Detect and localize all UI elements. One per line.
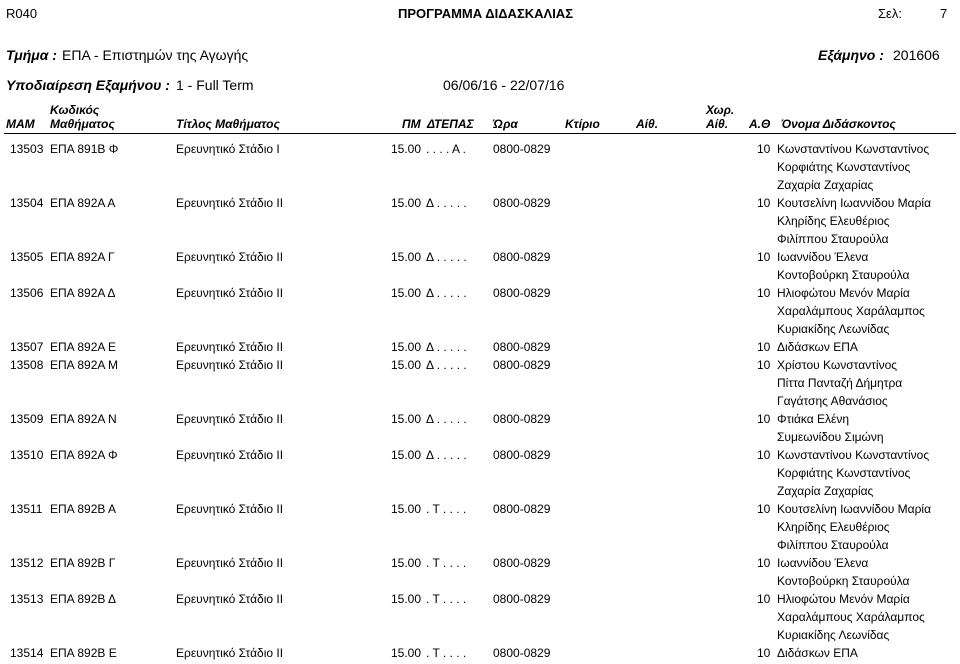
mam-cell: 13506 — [10, 286, 44, 300]
instructor-name: Κουτσελίνη Ιωαννίδου Μαρία — [777, 502, 932, 516]
instructor-name: Συμεωνίδου Σιμώνη — [777, 430, 884, 444]
time-cell: 0800-0829 — [493, 196, 551, 210]
instructor-name: Κοντοβούρκη Σταυρούλα — [777, 268, 910, 282]
mam-cell: 13513 — [10, 592, 44, 606]
course-code-cell: ΕΠΑ 892Α Δ — [50, 286, 116, 300]
page-label: Σελ: — [878, 6, 902, 21]
instructor-name: Φιλίππου Σταυρούλα — [777, 232, 889, 246]
at-cell: 10 — [757, 646, 771, 660]
pm-cell: 15.00 — [391, 250, 422, 264]
pm-cell: 15.00 — [391, 340, 422, 354]
semester-value: 201606 — [893, 47, 940, 63]
days-cell: . Τ . . . . — [426, 592, 467, 606]
course-title-cell: Ερευνητικό Στάδιο ΙΙ — [176, 358, 284, 372]
report-title: ΠΡΟΓΡΑΜΜΑ ΔΙΔΑΣΚΑΛΙΑΣ — [398, 6, 573, 21]
pm-cell: 15.00 — [391, 646, 422, 660]
days-cell: Δ . . . . . — [426, 358, 467, 372]
pm-cell: 15.00 — [391, 448, 422, 462]
date-range: 06/06/16 - 22/07/16 — [443, 77, 565, 93]
col-at: Α.Θ — [749, 117, 771, 131]
at-cell: 10 — [757, 412, 771, 426]
course-title-cell: Ερευνητικό Στάδιο ΙΙ — [176, 502, 284, 516]
col-capacity-line1: Χωρ. — [706, 103, 735, 117]
mam-cell: 13507 — [10, 340, 44, 354]
instructor-name: Ηλιοφώτου Μενόν Μαρία — [777, 592, 910, 606]
days-cell: Δ . . . . . — [426, 448, 467, 462]
instructor-name: Φιλίππου Σταυρούλα — [777, 538, 889, 552]
at-cell: 10 — [757, 592, 771, 606]
time-cell: 0800-0829 — [493, 250, 551, 264]
time-cell: 0800-0829 — [493, 412, 551, 426]
course-title-cell: Ερευνητικό Στάδιο ΙΙ — [176, 196, 284, 210]
course-title-cell: Ερευνητικό Στάδιο ΙΙ — [176, 592, 284, 606]
instructor-name: Φτιάκα Ελένη — [777, 412, 850, 426]
course-title-cell: Ερευνητικό Στάδιο ΙΙ — [176, 250, 284, 264]
col-capacity-line2: Αίθ. — [706, 117, 729, 131]
mam-cell: 13505 — [10, 250, 44, 264]
instructor-name: Διδάσκων ΕΠΑ — [777, 646, 858, 660]
subdivision-label: Υποδιαίρεση Εξαμήνου : — [6, 77, 170, 93]
instructor-name: Κληρίδης Ελευθέριος — [777, 520, 890, 534]
days-cell: Δ . . . . . — [426, 412, 467, 426]
mam-cell: 13514 — [10, 646, 44, 660]
mam-cell: 13510 — [10, 448, 44, 462]
at-cell: 10 — [757, 196, 771, 210]
instructor-name: Κυριακίδης Λεωνίδας — [777, 322, 890, 336]
col-days: ΔΤΕΠΑΣ — [427, 117, 474, 131]
course-code-cell: ΕΠΑ 891Β Φ — [50, 142, 119, 156]
instructor-name: Ηλιοφώτου Μενόν Μαρία — [777, 286, 910, 300]
instructor-name: Κορφιάτης Κωνσταντίνος — [777, 160, 911, 174]
time-cell: 0800-0829 — [493, 340, 551, 354]
col-code-line2: Μαθήματος — [50, 117, 115, 131]
pm-cell: 15.00 — [391, 286, 422, 300]
course-code-cell: ΕΠΑ 892Β Ε — [50, 646, 117, 660]
subdivision-value: 1 - Full Term — [176, 77, 254, 93]
instructor-name: Κληρίδης Ελευθέριος — [777, 214, 890, 228]
course-code-cell: ΕΠΑ 892Α Γ — [50, 250, 115, 264]
instructor-name: Γαγάτσης Αθανάσιος — [777, 394, 888, 408]
course-title-cell: Ερευνητικό Στάδιο ΙΙ — [176, 646, 284, 660]
time-cell: 0800-0829 — [493, 646, 551, 660]
instructor-name: Χαραλάμπους Χαράλαμπος — [777, 610, 925, 624]
mam-cell: 13503 — [10, 142, 44, 156]
mam-cell: 13508 — [10, 358, 44, 372]
at-cell: 10 — [757, 286, 771, 300]
col-pm: ΠΜ — [402, 117, 421, 131]
course-code-cell: ΕΠΑ 892Α Ν — [50, 412, 117, 426]
instructor-name: Κορφιάτης Κωνσταντίνος — [777, 466, 911, 480]
instructor-name: Πίττα Πανταζή Δήμητρα — [777, 376, 903, 390]
col-title: Τίτλος Μαθήματος — [176, 117, 280, 131]
pm-cell: 15.00 — [391, 592, 422, 606]
course-code-cell: ΕΠΑ 892Β Γ — [50, 556, 116, 570]
page-number: 7 — [940, 6, 948, 21]
instructor-name: Ζαχαρία Ζαχαρίας — [777, 178, 874, 192]
instructor-name: Κοντοβούρκη Σταυρούλα — [777, 574, 910, 588]
course-title-cell: Ερευνητικό Στάδιο ΙΙ — [176, 448, 284, 462]
at-cell: 10 — [757, 340, 771, 354]
instructor-name: Κουτσελίνη Ιωαννίδου Μαρία — [777, 196, 932, 210]
days-cell: . Τ . . . . — [426, 646, 467, 660]
col-code-line1: Κωδικός — [50, 103, 100, 117]
time-cell: 0800-0829 — [493, 556, 551, 570]
course-code-cell: ΕΠΑ 892Β Α — [50, 502, 117, 516]
course-title-cell: Ερευνητικό Στάδιο ΙΙ — [176, 286, 284, 300]
instructor-name: Κωνσταντίνου Κωνσταντίνος — [777, 448, 930, 462]
col-instructor: Όνομα Διδάσκοντος — [781, 117, 896, 131]
time-cell: 0800-0829 — [493, 592, 551, 606]
course-title-cell: Ερευνητικό Στάδιο ΙΙ — [176, 412, 284, 426]
mam-cell: 13509 — [10, 412, 44, 426]
semester-label: Εξάμηνο : — [818, 47, 884, 63]
instructor-name: Χαραλάμπους Χαράλαμπος — [777, 304, 925, 318]
instructor-name: Διδάσκων ΕΠΑ — [777, 340, 858, 354]
at-cell: 10 — [757, 142, 771, 156]
at-cell: 10 — [757, 556, 771, 570]
at-cell: 10 — [757, 358, 771, 372]
days-cell: Δ . . . . . — [426, 196, 467, 210]
at-cell: 10 — [757, 502, 771, 516]
instructor-name: Κυριακίδης Λεωνίδας — [777, 628, 890, 642]
time-cell: 0800-0829 — [493, 448, 551, 462]
days-cell: . . . . Α . — [426, 142, 467, 156]
instructor-name: Χρίστου Κωνσταντίνος — [777, 358, 898, 372]
header-divider — [4, 133, 956, 134]
col-building: Κτίριο — [565, 117, 600, 131]
instructor-name: Ιωαννίδου Έλενα — [777, 250, 869, 264]
course-code-cell: ΕΠΑ 892Β Δ — [50, 592, 117, 606]
time-cell: 0800-0829 — [493, 502, 551, 516]
mam-cell: 13511 — [10, 502, 43, 516]
mam-cell: 13504 — [10, 196, 44, 210]
course-code-cell: ΕΠΑ 892Α Ε — [50, 340, 117, 354]
instructor-name: Κωνσταντίνου Κωνσταντίνος — [777, 142, 930, 156]
course-title-cell: Ερευνητικό Στάδιο ΙΙ — [176, 340, 284, 354]
pm-cell: 15.00 — [391, 358, 422, 372]
days-cell: Δ . . . . . — [426, 340, 467, 354]
course-code-cell: ΕΠΑ 892Α Μ — [50, 358, 119, 372]
col-time: Ώρα — [493, 117, 518, 131]
instructor-name: Ζαχαρία Ζαχαρίας — [777, 484, 874, 498]
pm-cell: 15.00 — [391, 502, 422, 516]
mam-cell: 13512 — [10, 556, 44, 570]
pm-cell: 15.00 — [391, 196, 422, 210]
at-cell: 10 — [757, 250, 771, 264]
time-cell: 0800-0829 — [493, 358, 551, 372]
days-cell: Δ . . . . . — [426, 286, 467, 300]
pm-cell: 15.00 — [391, 142, 422, 156]
pm-cell: 15.00 — [391, 412, 422, 426]
course-code-cell: ΕΠΑ 892Α Φ — [50, 448, 118, 462]
time-cell: 0800-0829 — [493, 142, 551, 156]
department-label: Τμήμα : — [6, 47, 57, 63]
days-cell: Δ . . . . . — [426, 250, 467, 264]
time-cell: 0800-0829 — [493, 286, 551, 300]
days-cell: . Τ . . . . — [426, 556, 467, 570]
at-cell: 10 — [757, 448, 771, 462]
course-title-cell: Ερευνητικό Στάδιο ΙΙ — [176, 556, 284, 570]
department-value: ΕΠΑ - Επιστημών της Αγωγής — [62, 47, 249, 63]
report-code: R040 — [6, 6, 38, 21]
course-title-cell: Ερευνητικό Στάδιο Ι — [176, 142, 280, 156]
course-code-cell: ΕΠΑ 892Α Α — [50, 196, 116, 210]
col-room: Αίθ. — [636, 117, 659, 131]
col-mam: ΜΑΜ — [6, 117, 35, 131]
pm-cell: 15.00 — [391, 556, 422, 570]
instructor-name: Ιωαννίδου Έλενα — [777, 556, 869, 570]
days-cell: . Τ . . . . — [426, 502, 467, 516]
